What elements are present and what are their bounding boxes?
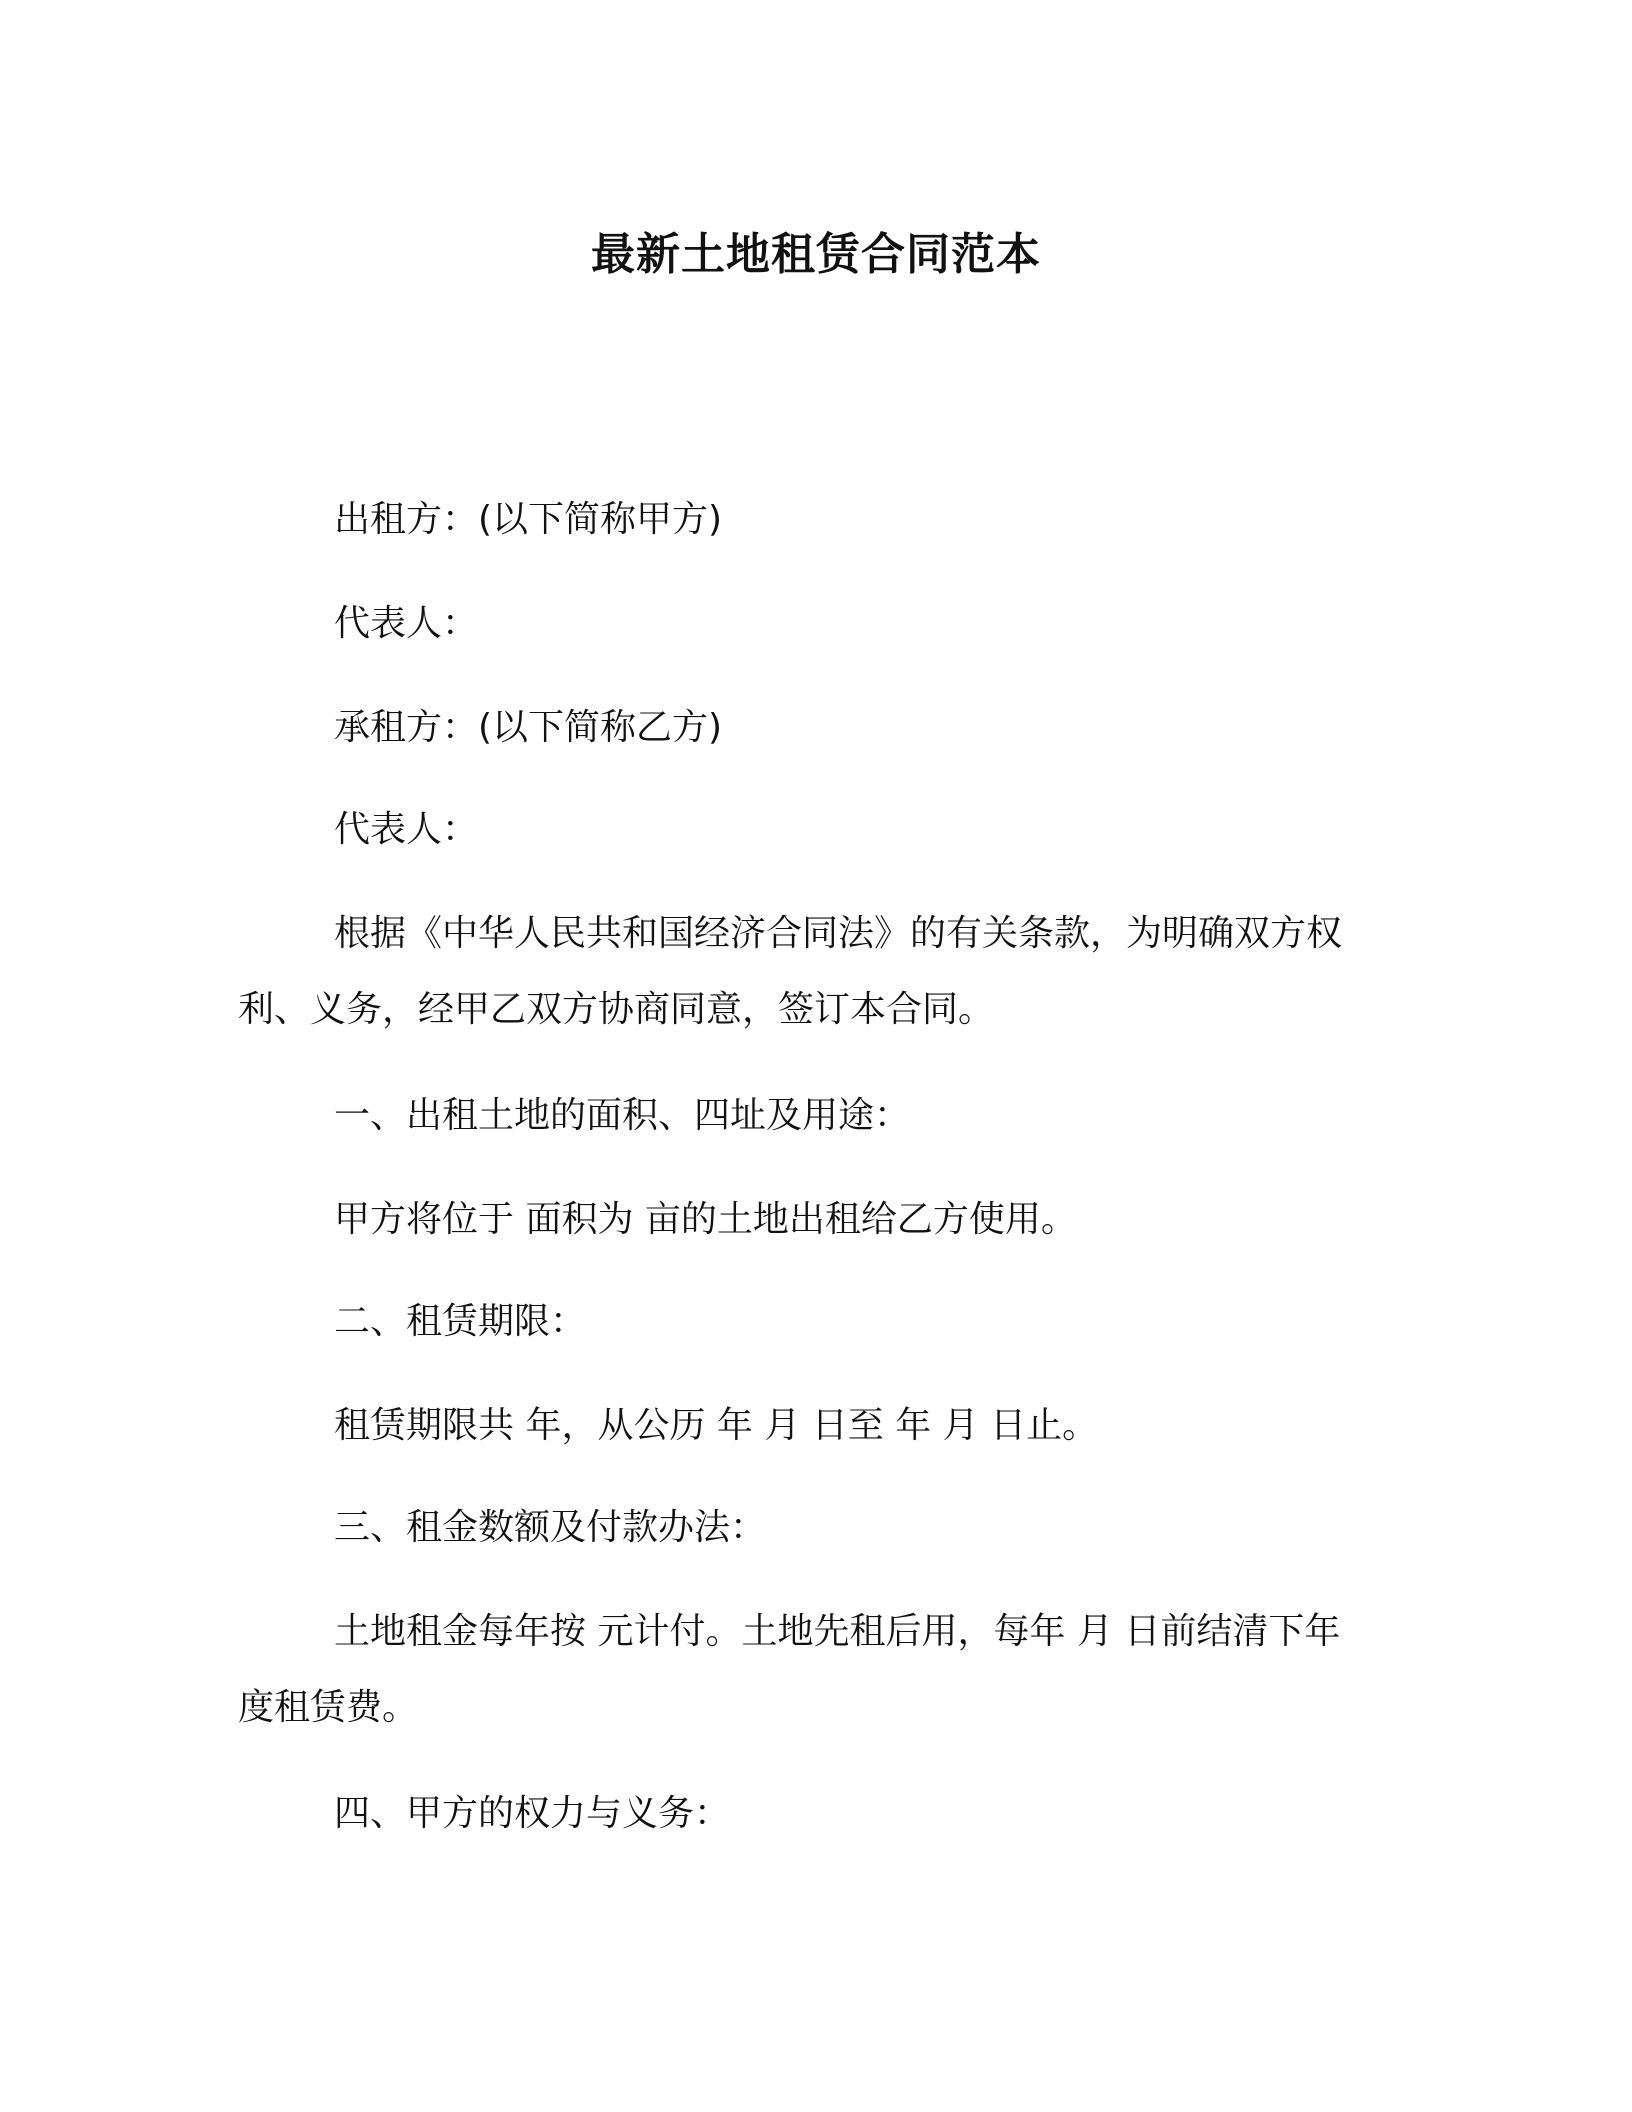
section-2-body: 租赁期限共 年，从公历 年 月 日至 年 月 日止。 <box>334 1405 1099 1446</box>
preamble-line-2: 利、义务，经甲乙双方协商同意，签订本合同。 <box>238 989 995 1030</box>
lessor-representative-line: 代表人： <box>334 603 479 644</box>
section-1-body: 甲方将位于 面积为 亩的土地出租给乙方使用。 <box>334 1199 1077 1240</box>
section-4-heading: 四、甲方的权力与义务： <box>334 1793 731 1834</box>
lessee-representative-line: 代表人： <box>334 809 479 850</box>
document-title: 最新土地租赁合同范本 <box>591 229 1041 280</box>
section-1-heading: 一、出租土地的面积、四址及用途： <box>334 1095 911 1136</box>
section-3-body-line-2: 度租赁费。 <box>238 1687 419 1728</box>
section-3-heading: 三、租金数额及付款办法： <box>334 1507 767 1548</box>
lessor-line: 出租方：(以下简称甲方) <box>334 499 723 540</box>
lessee-line: 承租方：(以下简称乙方) <box>334 707 723 748</box>
preamble-line-1: 根据《中华人民共和国经济合同法》的有关条款，为明确双方权 <box>334 913 1343 954</box>
section-2-heading: 二、租赁期限： <box>334 1301 587 1342</box>
section-3-body-line-1: 土地租金每年按 元计付。土地先租后用，每年 月 日前结清下年 <box>334 1611 1341 1652</box>
